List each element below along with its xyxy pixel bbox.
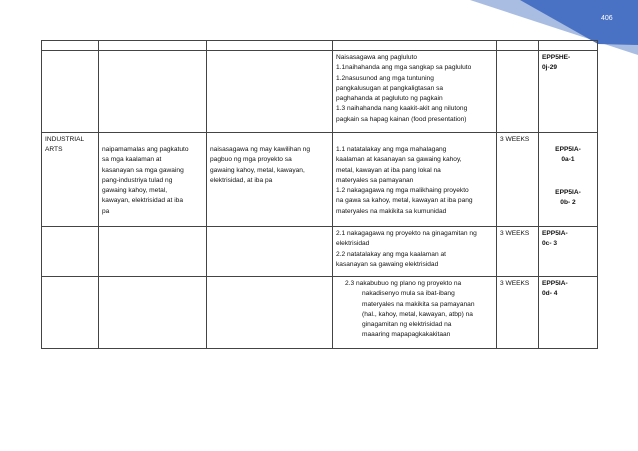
- performance-standard-line: pagbuo ng mga proyekto sa: [210, 156, 292, 164]
- competency-line: 1.2 nakagagawa ng mga malikhaing proyekto: [336, 187, 469, 195]
- corner-band-main: [520, 0, 638, 45]
- duration-cell: [497, 51, 539, 133]
- table-row: [42, 227, 598, 277]
- code-cell: [539, 227, 598, 277]
- competency-line: metal, kawayan at iba pang lokal na: [336, 166, 441, 174]
- competency-line: Naisasagawa ang pagluluto: [336, 54, 418, 61]
- table-row: [42, 277, 598, 349]
- performance-standard-line: elektrisidad, at iba pa: [210, 176, 273, 184]
- duration-cell: 3 WEEKS: [497, 227, 539, 277]
- table-row-header: [42, 41, 598, 51]
- content-standard-cell: [99, 277, 207, 349]
- duration-cell: 3 WEEKS: [497, 133, 539, 227]
- competency-line: maaaring mapapagkakakitaan: [362, 331, 451, 339]
- performance-standard-cell: [207, 227, 333, 277]
- content-standard-line: naipamamalas ang pagkatuto: [102, 146, 189, 153]
- competencies-cell: [333, 51, 497, 133]
- competency-line: kasanayan sa gawaing elektrisidad: [336, 260, 439, 268]
- performance-standard-cell: [207, 51, 333, 133]
- performance-standard-line: naisasagawa ng may kawilihan ng: [210, 146, 311, 153]
- code-line: EPP5IA-: [542, 230, 568, 237]
- area-cell: [42, 51, 99, 133]
- competency-line: 1.3 naihahanda nang kaakit-akit ang nilutong: [336, 105, 468, 113]
- duration-cell: 3 WEEKS: [497, 277, 539, 349]
- competency-line: 2.3 nakabubuo ng plano ng proyekto na: [345, 280, 462, 287]
- code-line: 0d- 4: [542, 290, 558, 298]
- table-row: [42, 51, 598, 133]
- competency-line: ginagamitan ng elektrisidad na: [362, 321, 452, 329]
- competency-line: materyales na makikita sa pamayanan: [362, 300, 475, 308]
- competency-line: materyales sa pamayanan: [336, 176, 414, 184]
- area-cell: [42, 133, 99, 227]
- competency-line: 1.2nasusunod ang mga tuntuning: [336, 74, 434, 82]
- content-standard-cell: [99, 133, 207, 227]
- competency-line: 2.2 natatalakay ang mga kaalaman at: [336, 250, 446, 258]
- content-standard-line: kasanayan sa mga gawaing: [102, 166, 184, 174]
- competencies-cell: [333, 277, 497, 349]
- header-cell: [42, 41, 99, 51]
- header-cell: [539, 41, 598, 51]
- competency-line: elektrisidad: [336, 240, 370, 248]
- code-line: 0a-1: [561, 156, 575, 164]
- competency-line: 1.1naihahanda ang mga sangkap sa pagluluto: [336, 64, 472, 72]
- competency-line: na gawa sa kahoy, metal, kawayan at iba pang: [336, 197, 473, 205]
- area-line: ARTS: [45, 146, 63, 154]
- competency-line: pangkalusugan at pangkaligtasan sa: [336, 84, 444, 92]
- code-line: 0c- 3: [542, 240, 558, 248]
- competency-line: kaalaman at kasanayan sa gawaing kahoy,: [336, 156, 462, 164]
- code-line: EPP5IA-: [542, 280, 568, 287]
- code-spacer: [542, 166, 594, 188]
- area-cell: [42, 227, 99, 277]
- code-line: EPP5IA-: [555, 146, 581, 153]
- area-cell: [42, 277, 99, 349]
- curriculum-table: [41, 40, 598, 349]
- competency-line: nakadisenyo mula sa ibat-ibang: [362, 290, 455, 298]
- performance-standard-line: gawaing kahoy, metal, kawayan,: [210, 166, 305, 174]
- content-standard-line: sa mga kaalaman at: [102, 156, 162, 164]
- code-line: 0j-29: [542, 64, 558, 72]
- performance-standard-cell: [207, 133, 333, 227]
- competencies-cell: [333, 133, 497, 227]
- competency-line: (hal., kahoy, metal, kawayan, atbp) na: [362, 310, 473, 318]
- competency-line: pagkain sa hapag kainan (food presentation): [336, 115, 467, 123]
- competencies-cell: [333, 227, 497, 277]
- code-line: 0b- 2: [560, 198, 576, 206]
- code-cell: [539, 277, 598, 349]
- content-standard-cell: [99, 227, 207, 277]
- code-cell: [539, 51, 598, 133]
- page-number: 406: [601, 15, 613, 22]
- content-standard-line: kawayan, elektrisidad at iba: [102, 197, 184, 205]
- content-standard-line: pa: [102, 207, 110, 215]
- header-cell: [333, 41, 497, 51]
- competency-line: 2.1 nakagagawa ng proyekto na ginagamitan ng: [336, 230, 477, 237]
- code-line: EPP5IA-: [555, 188, 581, 196]
- table-row: [42, 133, 598, 227]
- code-cell: [539, 133, 598, 227]
- competency-line: paghahanda at pagluluto ng pagkain: [336, 95, 443, 103]
- competency-line: 1.1 natatalakay ang mga mahalagang: [336, 146, 447, 153]
- header-cell: [497, 41, 539, 51]
- area-line: INDUSTRIAL: [45, 136, 85, 143]
- competency-line: materyales na makikita sa kumunidad: [336, 207, 447, 215]
- content-standard-line: pang-industriya tulad ng: [102, 176, 173, 184]
- content-standard-line: gawaing kahoy, metal,: [102, 187, 168, 195]
- content-standard-cell: [99, 51, 207, 133]
- code-line: EPP5HE-: [542, 54, 571, 61]
- header-cell: [207, 41, 333, 51]
- performance-standard-cell: [207, 277, 333, 349]
- header-cell: [99, 41, 207, 51]
